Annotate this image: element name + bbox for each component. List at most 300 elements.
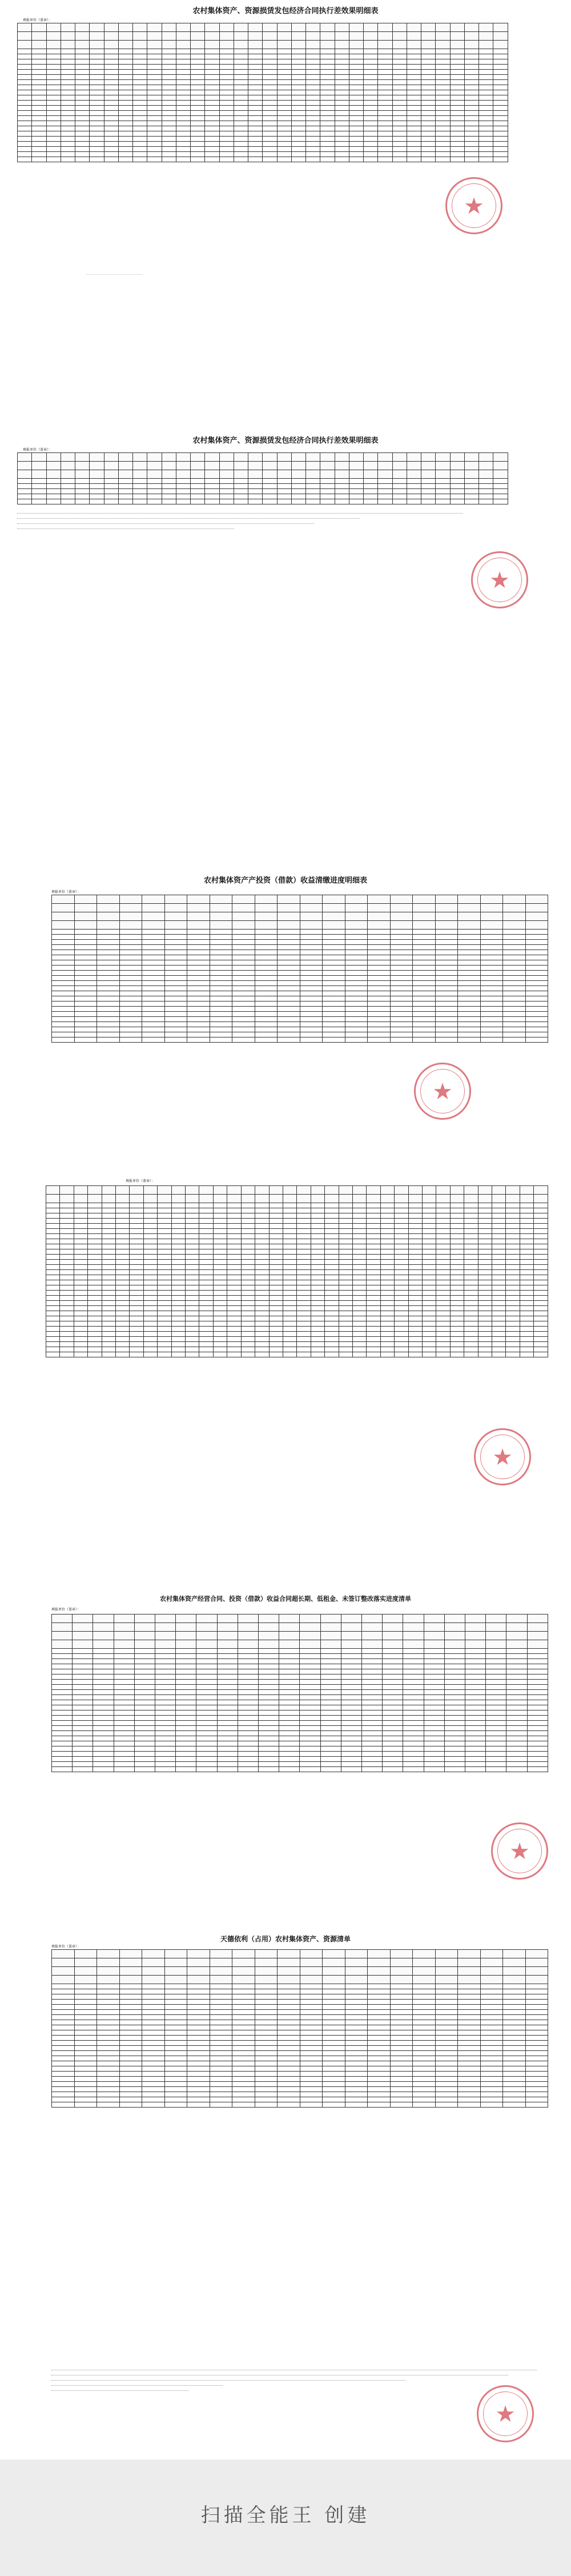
table-cell xyxy=(436,23,450,32)
table-cell xyxy=(458,2087,481,2092)
table-cell xyxy=(278,2005,300,2010)
table-cell xyxy=(534,1229,548,1234)
table-cell xyxy=(300,1614,320,1623)
table-cell xyxy=(320,32,335,41)
table-cell xyxy=(413,2000,436,2005)
table-cell xyxy=(234,157,248,162)
table-cell xyxy=(525,2082,548,2087)
table-cell xyxy=(241,1321,255,1327)
table-cell xyxy=(458,2056,481,2061)
table-cell xyxy=(436,1352,450,1357)
table-cell xyxy=(395,1224,408,1229)
table-cell xyxy=(238,1632,258,1640)
table-cell xyxy=(176,1690,196,1695)
table-cell xyxy=(479,90,493,95)
table-cell xyxy=(46,49,61,54)
table-cell xyxy=(278,960,300,966)
table-cell xyxy=(142,981,165,986)
table-cell xyxy=(187,2010,210,2015)
table-cell xyxy=(142,960,165,966)
table-cell xyxy=(60,1332,74,1337)
table-cell xyxy=(323,971,345,976)
table-cell xyxy=(119,2077,142,2082)
table-cell xyxy=(227,1195,241,1203)
table-cell xyxy=(74,935,97,940)
table-cell xyxy=(450,499,464,504)
table-row xyxy=(46,1234,548,1239)
table-cell xyxy=(74,1321,87,1327)
table-cell xyxy=(199,1234,213,1239)
table-cell xyxy=(196,1762,217,1767)
table-cell xyxy=(345,1001,368,1007)
table-cell xyxy=(527,1680,548,1685)
table-cell xyxy=(534,1275,548,1280)
table-cell xyxy=(413,2097,436,2102)
table-cell xyxy=(60,1316,74,1321)
table-cell xyxy=(444,1640,465,1649)
table-cell xyxy=(130,1275,143,1280)
table-cell xyxy=(413,930,436,935)
table-cell xyxy=(300,1032,323,1037)
table-cell xyxy=(390,986,413,991)
table-cell xyxy=(187,950,210,955)
table-cell xyxy=(162,90,176,95)
table-cell xyxy=(171,1270,185,1275)
table-cell xyxy=(176,1659,196,1664)
table-cell xyxy=(52,1721,73,1726)
table-cell xyxy=(142,966,165,971)
table-cell xyxy=(283,1296,296,1301)
table-cell xyxy=(283,1239,296,1244)
table-cell xyxy=(104,101,118,106)
table-cell xyxy=(133,101,147,106)
table-cell xyxy=(407,65,421,70)
table-cell xyxy=(335,484,349,489)
table-cell xyxy=(325,1195,339,1203)
table-cell xyxy=(32,49,46,54)
table-cell xyxy=(339,1275,352,1280)
table-cell xyxy=(335,489,349,494)
table-cell xyxy=(196,1649,217,1654)
table-cell xyxy=(435,1027,458,1032)
table-cell xyxy=(255,1007,278,1012)
table-cell xyxy=(300,1710,320,1716)
table-cell xyxy=(392,462,407,470)
table-cell xyxy=(464,32,478,41)
table-cell xyxy=(335,32,349,41)
table-row xyxy=(52,1037,548,1043)
table-cell xyxy=(196,1654,217,1659)
table-cell xyxy=(345,950,368,955)
table-cell xyxy=(97,1958,120,1967)
table-row xyxy=(18,49,508,54)
table-cell xyxy=(407,32,421,41)
table-cell xyxy=(297,1332,311,1337)
table-cell xyxy=(142,2005,165,2010)
table-cell xyxy=(158,1285,171,1291)
table-cell xyxy=(52,2082,75,2087)
table-row xyxy=(18,494,508,499)
table-cell xyxy=(187,1032,210,1037)
table-cell xyxy=(234,453,248,462)
table-cell xyxy=(480,1032,503,1037)
table-cell xyxy=(164,2051,187,2056)
table-cell xyxy=(118,95,132,101)
table-cell xyxy=(73,1741,93,1746)
table-cell xyxy=(395,1285,408,1291)
sheet5-title: 农村集体资产经营合同、投资（借款）收益合同超长期、低租金、未签订整改落实进度清单 xyxy=(160,1595,411,1603)
table-cell xyxy=(213,1321,227,1327)
table-cell xyxy=(444,1700,465,1705)
table-cell xyxy=(341,1685,361,1690)
table-cell xyxy=(232,1007,255,1012)
table-cell xyxy=(74,1270,87,1275)
table-cell xyxy=(345,2087,368,2092)
table-cell xyxy=(390,1984,413,1989)
table-cell xyxy=(493,116,508,121)
table-cell xyxy=(435,904,458,912)
table-cell xyxy=(503,904,526,912)
table-cell xyxy=(217,1716,238,1721)
table-cell xyxy=(436,142,450,147)
table-cell xyxy=(232,1989,255,1994)
table-cell xyxy=(259,1752,279,1757)
table-cell xyxy=(162,157,176,162)
table-row xyxy=(46,1306,548,1311)
table-cell xyxy=(93,1716,114,1721)
table-cell xyxy=(413,2087,436,2092)
table-cell xyxy=(176,59,190,65)
table-cell xyxy=(283,1306,296,1311)
table-cell xyxy=(395,1280,408,1285)
table-cell xyxy=(458,950,481,955)
table-cell xyxy=(320,59,335,65)
table-cell xyxy=(133,90,147,95)
table-cell xyxy=(335,101,349,106)
table-cell xyxy=(364,65,378,70)
table-cell xyxy=(383,1731,403,1736)
table-cell xyxy=(300,1721,320,1726)
table-cell xyxy=(421,80,436,85)
table-cell xyxy=(424,1640,444,1649)
table-cell xyxy=(259,1757,279,1762)
table-cell xyxy=(320,23,335,32)
table-cell xyxy=(219,32,234,41)
table-cell xyxy=(102,1244,115,1249)
table-cell xyxy=(492,1208,506,1213)
table-cell xyxy=(104,116,118,121)
table-cell xyxy=(46,41,61,49)
table-cell xyxy=(383,1640,403,1649)
table-cell xyxy=(118,65,132,70)
table-cell xyxy=(380,1311,394,1316)
table-cell xyxy=(196,1640,217,1649)
table-cell xyxy=(306,152,320,157)
table-cell xyxy=(503,1958,526,1967)
table-cell xyxy=(380,1296,394,1301)
table-cell xyxy=(114,1721,134,1726)
table-cell xyxy=(130,1352,143,1357)
table-cell xyxy=(46,1327,60,1332)
table-cell xyxy=(413,1007,436,1012)
table-cell xyxy=(362,1762,383,1767)
table-cell xyxy=(90,121,104,126)
table-cell xyxy=(349,80,363,85)
table-cell xyxy=(255,1321,269,1327)
table-cell xyxy=(300,2000,323,2005)
table-cell xyxy=(255,1012,278,1017)
table-cell xyxy=(114,1690,134,1695)
table-cell xyxy=(269,1316,283,1321)
table-cell xyxy=(186,1352,199,1357)
table-cell xyxy=(435,971,458,976)
table-cell xyxy=(300,1984,323,1989)
table-cell xyxy=(52,1649,73,1654)
table-cell xyxy=(102,1239,115,1244)
table-cell xyxy=(349,70,363,75)
table-cell xyxy=(352,1265,366,1270)
table-cell xyxy=(390,971,413,976)
table-cell xyxy=(306,479,320,484)
table-cell xyxy=(383,1654,403,1659)
table-cell xyxy=(283,1229,296,1234)
table-cell xyxy=(116,1342,130,1347)
table-cell xyxy=(421,41,436,49)
table-cell xyxy=(339,1291,352,1296)
table-cell xyxy=(525,2025,548,2030)
table-cell xyxy=(534,1285,548,1291)
table-cell xyxy=(116,1195,130,1203)
table-cell xyxy=(503,1967,526,1976)
table-cell xyxy=(352,1316,366,1321)
table-cell xyxy=(176,32,190,41)
table-cell xyxy=(278,1001,300,1007)
table-cell xyxy=(88,1342,102,1347)
table-cell xyxy=(413,2046,436,2051)
table-cell xyxy=(74,2010,97,2015)
table-cell xyxy=(171,1195,185,1203)
table-cell xyxy=(259,1674,279,1680)
table-cell xyxy=(241,1239,255,1244)
table-cell xyxy=(60,1337,74,1342)
table-cell xyxy=(104,137,118,142)
table-cell xyxy=(435,1984,458,1989)
table-cell xyxy=(119,2092,142,2097)
table-cell xyxy=(162,470,176,479)
table-cell xyxy=(458,1017,481,1022)
table-cell xyxy=(364,70,378,75)
table-cell xyxy=(283,1327,296,1332)
table-cell xyxy=(210,1994,232,2000)
table-cell xyxy=(364,59,378,65)
table-cell xyxy=(335,85,349,90)
table-cell xyxy=(320,1640,341,1649)
table-cell xyxy=(403,1632,424,1640)
table-cell xyxy=(278,976,300,981)
table-cell xyxy=(162,75,176,80)
table-cell xyxy=(176,131,190,137)
table-cell xyxy=(422,1265,436,1270)
table-cell xyxy=(492,1296,506,1301)
table-cell xyxy=(300,2020,323,2025)
table-cell xyxy=(478,1270,492,1275)
table-cell xyxy=(278,1032,300,1037)
table-cell xyxy=(383,1757,403,1762)
table-cell xyxy=(506,1741,527,1746)
table-cell xyxy=(130,1342,143,1347)
table-cell xyxy=(210,971,232,976)
table-cell xyxy=(60,1280,74,1285)
table-cell xyxy=(269,1327,283,1332)
table-cell xyxy=(450,41,464,49)
table-cell xyxy=(368,2005,391,2010)
table-cell xyxy=(75,142,90,147)
table-cell xyxy=(196,1710,217,1716)
table-cell xyxy=(171,1301,185,1306)
table-cell xyxy=(18,85,32,90)
table-cell xyxy=(158,1234,171,1239)
table-cell xyxy=(352,1337,366,1342)
table-cell xyxy=(75,494,90,499)
table-cell xyxy=(73,1690,93,1695)
table-cell xyxy=(450,152,464,157)
table-cell xyxy=(465,1654,486,1659)
table-cell xyxy=(118,85,132,90)
table-cell xyxy=(525,2072,548,2077)
table-cell xyxy=(119,2015,142,2020)
table-cell xyxy=(341,1669,361,1674)
table-cell xyxy=(403,1726,424,1731)
table-cell xyxy=(380,1234,394,1239)
table-cell xyxy=(390,2010,413,2015)
table-cell xyxy=(450,1285,464,1291)
table-cell xyxy=(74,991,97,996)
table-cell xyxy=(130,1195,143,1203)
table-cell xyxy=(147,462,162,470)
table-cell xyxy=(493,131,508,137)
table-cell xyxy=(368,2082,391,2087)
table-cell xyxy=(525,1012,548,1017)
table-cell xyxy=(306,32,320,41)
table-cell xyxy=(269,1301,283,1306)
table-cell xyxy=(164,1037,187,1043)
table-cell xyxy=(465,1700,486,1705)
table-row xyxy=(52,935,548,940)
table-cell xyxy=(480,976,503,981)
table-cell xyxy=(155,1726,176,1731)
table-cell xyxy=(61,111,75,116)
table-cell xyxy=(46,126,61,131)
table-cell xyxy=(486,1721,506,1726)
table-cell xyxy=(97,930,120,935)
table-cell xyxy=(74,1186,87,1195)
table-cell xyxy=(325,1239,339,1244)
table-cell xyxy=(422,1301,436,1306)
table-cell xyxy=(232,1958,255,1967)
table-cell xyxy=(60,1327,74,1332)
table-cell xyxy=(278,2036,300,2041)
table-cell xyxy=(444,1659,465,1664)
table-cell xyxy=(527,1664,548,1669)
table-cell xyxy=(143,1332,157,1337)
table-cell xyxy=(255,2082,278,2087)
table-row xyxy=(52,940,548,945)
table-cell xyxy=(32,489,46,494)
table-cell xyxy=(527,1710,548,1716)
table-cell xyxy=(367,1337,380,1342)
table-cell xyxy=(458,976,481,981)
table-cell xyxy=(133,453,147,462)
table-cell xyxy=(134,1640,155,1649)
table-cell xyxy=(520,1285,533,1291)
table-cell xyxy=(378,111,392,116)
table-cell xyxy=(291,484,305,489)
table-cell xyxy=(213,1186,227,1195)
table-cell xyxy=(492,1195,506,1203)
table-cell xyxy=(323,2020,345,2025)
table-cell xyxy=(492,1342,506,1347)
table-cell xyxy=(90,126,104,131)
table-cell xyxy=(520,1239,533,1244)
table-cell xyxy=(311,1229,324,1234)
table-cell xyxy=(278,2030,300,2036)
table-cell xyxy=(300,1967,323,1976)
table-cell xyxy=(413,2051,436,2056)
table-cell xyxy=(46,1244,60,1249)
table-cell xyxy=(413,1976,436,1984)
table-cell xyxy=(171,1255,185,1260)
table-cell xyxy=(300,1659,320,1664)
table-cell xyxy=(60,1213,74,1219)
table-cell xyxy=(390,940,413,945)
table-cell xyxy=(390,950,413,955)
table-cell xyxy=(104,152,118,157)
table-cell xyxy=(259,1659,279,1664)
table-cell xyxy=(506,1736,527,1741)
table-cell xyxy=(119,2046,142,2051)
table-cell xyxy=(46,1301,60,1306)
table-cell xyxy=(493,494,508,499)
table-cell xyxy=(403,1690,424,1695)
table-cell xyxy=(323,1994,345,2000)
table-cell xyxy=(118,479,132,484)
table-cell xyxy=(383,1664,403,1669)
table-cell xyxy=(520,1203,533,1208)
table-cell xyxy=(102,1249,115,1255)
table-cell xyxy=(46,32,61,41)
table-cell xyxy=(352,1260,366,1265)
table-cell xyxy=(325,1203,339,1208)
table-cell xyxy=(436,1244,450,1249)
table-cell xyxy=(88,1239,102,1244)
table-cell xyxy=(478,1311,492,1316)
table-cell xyxy=(444,1632,465,1640)
table-cell xyxy=(383,1614,403,1623)
table-cell xyxy=(403,1623,424,1632)
table-cell xyxy=(114,1680,134,1685)
table-cell xyxy=(205,484,219,489)
table-cell xyxy=(74,2020,97,2025)
table-cell xyxy=(480,2020,503,2025)
table-cell xyxy=(345,1984,368,1989)
table-cell xyxy=(367,1186,380,1195)
table-cell xyxy=(73,1614,93,1623)
table-cell xyxy=(241,1327,255,1332)
table-cell xyxy=(46,1260,60,1265)
table-cell xyxy=(320,453,335,462)
table-cell xyxy=(436,116,450,121)
table-cell xyxy=(74,1994,97,2000)
